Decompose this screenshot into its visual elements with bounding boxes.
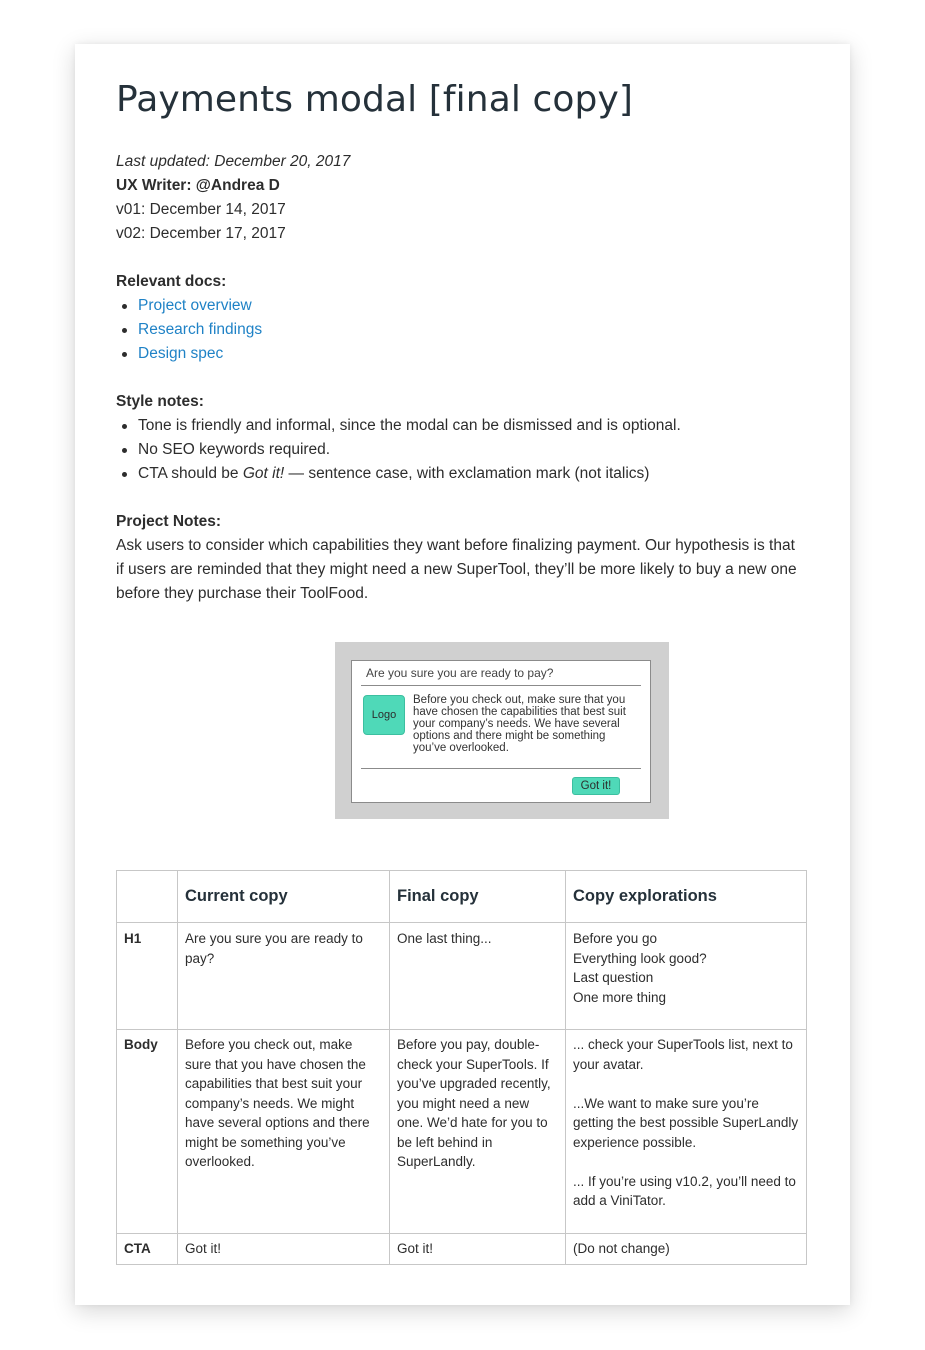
style-note-tone: Tone is friendly and informal, since the modal can be dismissed and is optional. <box>116 414 681 438</box>
list-item <box>116 294 262 318</box>
exploration-line: ... check your SuperTools list, next to your avatar. <box>573 1037 793 1072</box>
cell-explorations <box>566 923 807 1030</box>
exploration-line: Last question <box>573 970 654 985</box>
version-v02: v02: December 17, 2017 <box>116 225 286 242</box>
copy-table <box>116 870 807 1265</box>
project-notes-body: Ask users to consider which capabilities they want before finalizing payment. Our hypothesis is that if users are reminded that they might need a new SuperTool, they’ll be more likely to buy a new one before they purchase their ToolFood. <box>116 537 797 602</box>
project-notes-heading: Project Notes: <box>116 513 222 530</box>
exploration-line: One more thing <box>573 989 667 1005</box>
mockup-cta-button: Got it! <box>572 777 620 795</box>
mockup-logo: Logo <box>363 695 405 735</box>
cell-current: Got it! <box>178 1234 390 1265</box>
exploration-line: Before you go <box>573 931 658 946</box>
cell-final: One last thing... <box>390 923 566 1030</box>
exploration-line: Everything look good? <box>573 950 707 966</box>
mockup-dialog-body: Before you check out, make sure that you have chosen the capabilities that best suit your company’s needs. We have several options and there might be something you’ve overlooked. <box>413 694 626 754</box>
cell-current: Before you check out, make sure that you have chosen the capabilities that best suit your company’s needs. We might have several options and there might be something you’ve overlooked. <box>178 1030 390 1234</box>
relevant-docs-heading: Relevant docs: <box>116 273 227 290</box>
exploration-spacer <box>573 1152 799 1172</box>
document-meta <box>116 150 350 246</box>
table-header-final: Final copy <box>390 871 566 923</box>
style-note-seo: No SEO keywords required. <box>116 438 681 462</box>
link-project-overview[interactable]: Project overview <box>138 297 252 314</box>
last-updated: Last updated: December 20, 2017 <box>116 153 351 170</box>
table-header-explorations: Copy explorations <box>566 871 807 923</box>
style-notes-heading: Style notes: <box>116 393 204 410</box>
mockup-dialog <box>351 660 651 803</box>
cell-explorations <box>566 1030 807 1234</box>
style-notes-section <box>116 390 681 486</box>
style-note-cta-suffix: — sentence case, with exclamation mark (not italics) <box>284 465 650 482</box>
divider <box>361 768 641 769</box>
ux-writer: UX Writer: @Andrea D <box>116 177 280 194</box>
table-header-empty <box>117 871 178 923</box>
relevant-docs-list <box>116 294 262 366</box>
page-title: Payments modal [final copy] <box>116 79 634 120</box>
link-design-spec[interactable]: Design spec <box>138 345 224 362</box>
project-notes-section <box>116 510 806 606</box>
row-label: Body <box>117 1030 178 1234</box>
exploration-spacer <box>573 1074 799 1094</box>
row-label: H1 <box>117 923 178 1030</box>
row-label: CTA <box>117 1234 178 1265</box>
document-page <box>75 44 850 1305</box>
divider <box>361 685 641 686</box>
exploration-line: ...We want to make sure you’re getting the best possible SuperLandly experience possible. <box>573 1095 799 1150</box>
table-row <box>117 1234 807 1265</box>
link-research-findings[interactable]: Research findings <box>138 321 263 338</box>
table-row <box>117 1030 807 1234</box>
style-note-cta-emphasis: Got it! <box>242 465 285 482</box>
list-item <box>116 342 262 366</box>
mockup-dialog-title: Are you sure you are ready to pay? <box>366 666 554 680</box>
cell-current: Are you sure you are ready to pay? <box>178 923 390 1030</box>
style-note-cta <box>116 462 681 486</box>
cell-explorations: (Do not change) <box>566 1234 807 1265</box>
cell-final: Got it! <box>390 1234 566 1265</box>
modal-mockup-image <box>335 642 669 819</box>
table-header-current: Current copy <box>178 871 390 923</box>
style-notes-list <box>116 414 681 486</box>
style-note-cta-prefix: CTA should be <box>138 465 243 482</box>
exploration-line: ... If you’re using v10.2, you’ll need to add a ViniTator. <box>573 1173 796 1208</box>
table-row <box>117 923 807 1030</box>
list-item <box>116 318 262 342</box>
relevant-docs-section <box>116 270 262 366</box>
cell-final: Before you pay, double-check your SuperTools. If you’ve upgraded recently, you might need a new one. We’d hate for you to be left behind in SuperLandly. <box>390 1030 566 1234</box>
version-v01: v01: December 14, 2017 <box>116 201 286 218</box>
table-header-row <box>117 871 807 923</box>
